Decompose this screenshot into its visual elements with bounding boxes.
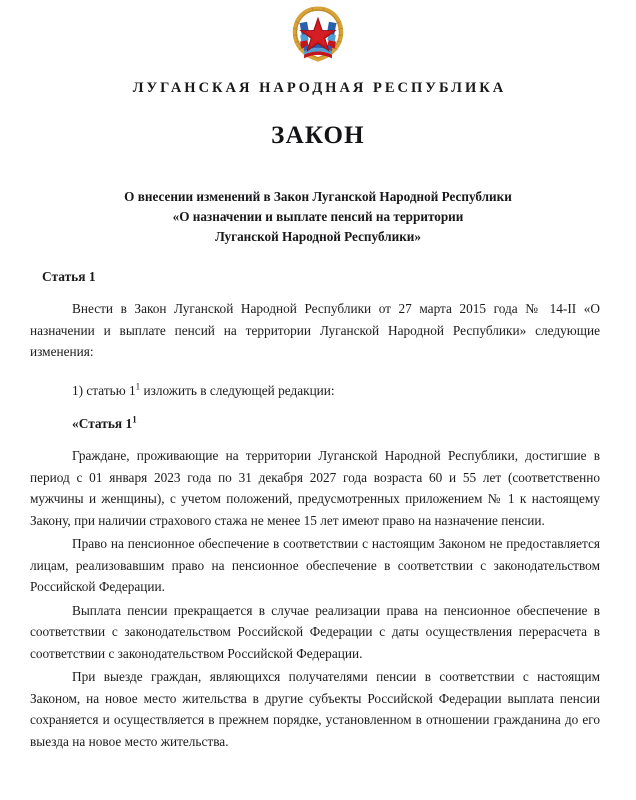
paragraph-relocation: При выезде граждан, являющихся получателями пенсии в соответствии с настоящим Законом, на новое место жительства в другие субъекты Российской Федерации выплата пенсии сохраняется и осуществляется в прежнем порядке, установленном в отношении гражданина до его выезда на новое место жительства. (30, 669, 600, 749)
title-line-2: «О назначении и выплате пенсий на территории (172, 209, 464, 224)
state-name-heading: ЛУГАНСКАЯ НАРОДНАЯ РЕСПУБЛИКА (132, 80, 507, 96)
paragraph-item-1 (30, 380, 600, 402)
item-1-text-after: изложить в следующей редакции: (140, 382, 335, 398)
paragraph-citizens: Граждане, проживающие на территории Луганской Народной Республики, достигшие в период с 01 января 2023 года по 31 декабря 2027 года возраста 60 и 55 лет (соответственно мужчины и женщины), с учетом положений, предусмотренных приложением № 1 к настоящему Закону, при наличии страхового стажа не менее 15 лет имеют право на назначение пенсии. (30, 448, 600, 528)
superscript-one: 1 (135, 381, 141, 392)
emblem-container (0, 0, 636, 62)
title-line-1: О внесении изменений в Закон Луганской Народной Республики (124, 189, 512, 204)
article-heading: Статья 1 (42, 269, 96, 284)
paragraph-right-to-pension: Право на пенсионное обеспечение в соответствии с настоящим Законом не предоставляется лицам, реализовавшим право на пенсионное обеспечение в соответствии с законодательством Российской Федерации. (30, 536, 600, 594)
coat-of-arms-icon (289, 6, 347, 62)
paragraph-payment-termination: Выплата пенсии прекращается в случае реализации права на пенсионное обеспечение в соответствии с законодательством Российской Федерации с даты осуществления перерасчета в соответствии с законодательством Российской Федерации. (30, 602, 600, 661)
paragraph-intro: Внести в Закон Луганской Народной Республики от 27 марта 2015 года № 14-II «О назначении и выплате пенсий на территории Луганской Народной Республики» следующие изменения: (30, 301, 600, 359)
item-1-text-before: 1) статью 1 (72, 382, 136, 398)
superscript-one-sub: 1 (132, 414, 137, 425)
document-title (0, 187, 636, 247)
document-type-heading: ЗАКОН (271, 122, 365, 149)
sub-article-heading (30, 416, 600, 432)
sub-article-text-before: «Статья 1 (72, 416, 133, 431)
title-line-3: Луганской Народной Республики» (214, 229, 421, 244)
document-body (0, 298, 636, 752)
